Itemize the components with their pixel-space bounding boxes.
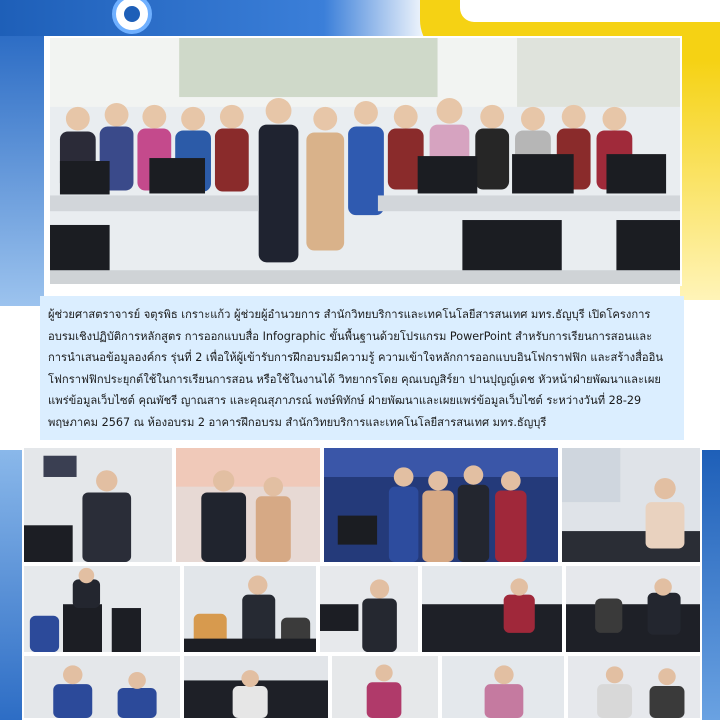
left-blue-stripe: [0, 36, 44, 306]
collage-photo-4: [560, 446, 702, 564]
collage-photo-5: [22, 564, 182, 654]
right-yellow-stripe: [680, 60, 720, 300]
collage-photo-2: [174, 446, 322, 564]
news-caption-box: [40, 296, 684, 440]
collage-photo-8: [420, 564, 564, 654]
news-caption-text: ผู้ช่วยศาสตราจารย์ จตุรพิธ เกราะแก้ว ผู้ช่วยผู้อำนวยการ สำนักวิทยบริการและเทคโนโลยีสารสนเทศ มทร.ธัญบุรี เปิดโครงการอบรมเชิงปฏิบัติการหลักสูตร การออกแบบสื่อ Infographic ขั้นพื้นฐานด้วยโปรแกรม PowerPoint สำหรับการเรียนการสอนและการนำเสนอข้อมูลองค์กร รุ่นที่ 2 เพื่อให้ผู้เข้ารับการฝึกอบรมมีความรู้ ความเข้าใจหลักการออกแบบอินโฟกราฟฟิก และสร้างสื่ออินโฟกราฟฟิกประยุกต์ใช้ในการเรียนการสอน หรือใช้ในงานได้ วิทยากรโดย คุณเบญสิร์ยา ปานปุญญ์เดช หัวหน้าฝ่ายพัฒนาและเผยแพร่ข้อมูลเว็บไซต์ คุณพัชรี ญาณสาร และคุณสุภาภรณ์ พงษ์พิทักษ์ ฝ่ายพัฒนาและเผยแพร่ข้อมูลเว็บไซต์ ระหว่างวันที่ 28-29 พฤษภาคม 2567 ณ ห้องอบรม 2 อาคารฝึกอบรม สำนักวิทยบริการและเทคโนโลยีสารสนเทศ มทร.ธัญบุรี: [48, 308, 664, 429]
top-white-notch: [460, 0, 720, 22]
left-blue-bottom-stripe: [0, 450, 22, 720]
collage-photo-11: [182, 654, 330, 720]
main-group-photo: [48, 36, 682, 286]
collage-photo-13: [440, 654, 566, 720]
collage-photo-9: [564, 564, 702, 654]
photo-collage: [22, 446, 702, 720]
collage-photo-14: [566, 654, 702, 720]
collage-photo-12: [330, 654, 440, 720]
collage-photo-1: [22, 446, 174, 564]
collage-photo-10: [22, 654, 182, 720]
collage-photo-7: [318, 564, 420, 654]
collage-photo-6: [182, 564, 318, 654]
collage-photo-3: [322, 446, 560, 564]
decorative-dot-icon: [124, 6, 140, 22]
